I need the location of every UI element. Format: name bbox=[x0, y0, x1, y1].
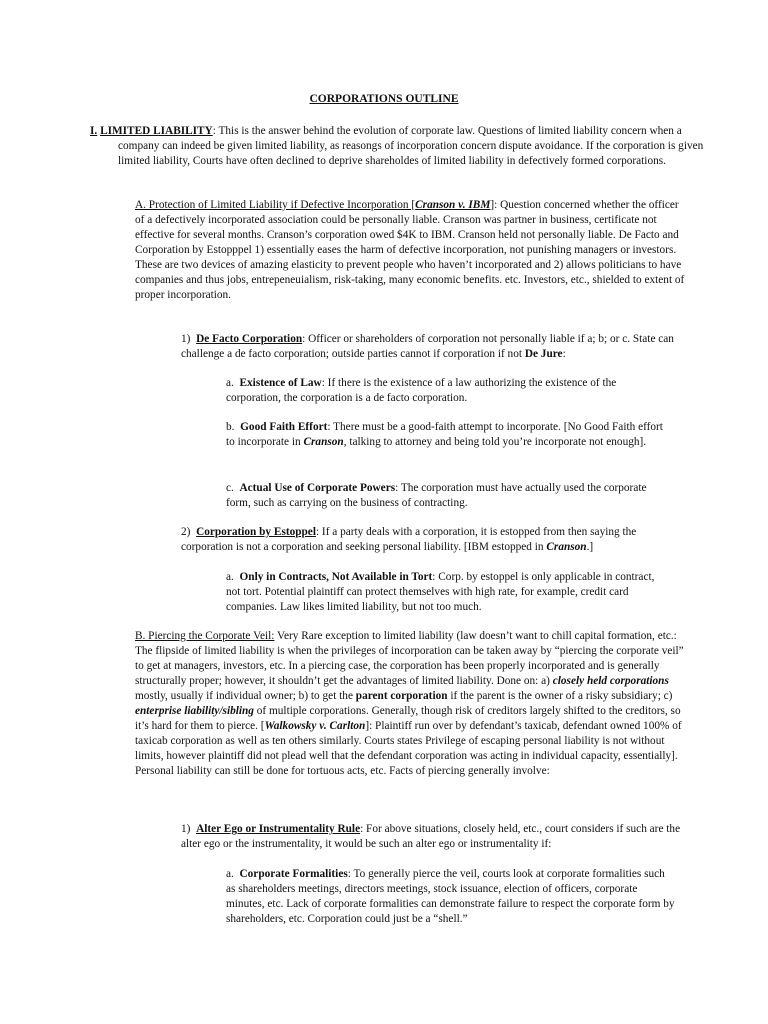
subsection-heading: B. Piercing the Corporate Veil: bbox=[135, 630, 275, 642]
subitem-number: a. bbox=[226, 571, 234, 583]
item-heading: De Facto Corporation bbox=[196, 333, 303, 345]
section-text: : This is the answer behind the evolution of corporate law. Questions of limited liability concern when a company can indeed be given limited liability, as reasongs of incorporation concern dispute avoidance. If the corporation is given limited liability, Courts have often declined to deprive shareholdes of limited liability in defectively formed corporations. bbox=[118, 125, 704, 167]
subsection-text-5: ]: Plaintiff run over by defendant’s taxicab, defendant owned 100% of taxicab corporation as well as ten others similarly. Courts states Privilege of escaping personal liability is not without limits, however plaintiff did not plead well that the defendant corporation was acting in individual capacity, essentially]. Personal liability can still be done for tortuous acts, etc. Facts of piercing generally involve: bbox=[135, 720, 682, 777]
subitem-actual-use bbox=[226, 481, 666, 511]
section-heading: LIMITED LIABILITY bbox=[100, 125, 213, 137]
item-number: 2) bbox=[181, 526, 191, 538]
item-de-facto bbox=[181, 332, 681, 362]
item-estoppel bbox=[181, 525, 681, 555]
bold-term: enterprise liability/sibling bbox=[135, 705, 254, 717]
subitem-text: : To generally pierce the veil, courts look at corporate formalities such as shareholders meetings, directors meetings, stock issuance, election of officers, corporate minutes, etc. Lack of corporate formalities can demonstrate failure to respect the corporate form by shareholders, etc. Corporation could just be a “shell.” bbox=[226, 868, 675, 925]
subitem-existence-of-law bbox=[226, 376, 666, 406]
case-name: Cranson v. IBM bbox=[415, 199, 491, 211]
subitem-number: a. bbox=[226, 868, 234, 880]
subsection-text-4: of multiple corporations. Generally, though risk of creditors largely shifted to the creditors, so it’s hard for them to pierce. [ bbox=[135, 705, 681, 732]
section-number: I. bbox=[90, 125, 98, 137]
item-heading: Alter Ego or Instrumentality Rule bbox=[196, 823, 361, 835]
subitem-text: : If there is the existence of a law authorizing the existence of the corporation, the corporation is a de facto corporation. bbox=[226, 377, 617, 404]
item-text: : If a party deals with a corporation, it is estopped from then saying the corporation is not a corporation and seeking personal liability. [IBM estopped in bbox=[181, 526, 637, 553]
case-name: Cranson bbox=[303, 436, 344, 448]
subsection-a bbox=[135, 198, 690, 303]
item-text: : Officer or shareholders of corporation not personally liable if a; b; or c. State can challenge a de facto corporation; outside parties cannot if corporation if not bbox=[181, 333, 674, 360]
item-number: 1) bbox=[181, 823, 191, 835]
subitem-heading: Good Faith Effort bbox=[240, 421, 328, 433]
subsection-b bbox=[135, 629, 690, 779]
subitem-heading: Existence of Law bbox=[239, 377, 322, 389]
case-name: Walkowsky v. Carlton bbox=[264, 720, 366, 732]
item-text: : For above situations, closely held, etc., court considers if such are the alter ego or the instrumentality, it would be such an alter ego or instrumentality if: bbox=[181, 823, 681, 850]
item-heading: Corporation by Estoppel bbox=[196, 526, 316, 538]
subitem-only-contracts bbox=[226, 570, 666, 615]
subitem-number: a. bbox=[226, 377, 234, 389]
subitem-heading: Only in Contracts, Not Available in Tort bbox=[239, 571, 433, 583]
subitem-heading: Corporate Formalities bbox=[239, 868, 348, 880]
bold-term: parent corporation bbox=[355, 690, 448, 702]
subitem-good-faith bbox=[226, 420, 666, 450]
subitem-text: : There must be a good-faith attempt to incorporate. [No Good Faith effort to incorporate in bbox=[226, 421, 663, 448]
item-number: 1) bbox=[181, 333, 191, 345]
subitem-number: c. bbox=[226, 482, 234, 494]
subitem-number: b. bbox=[226, 421, 235, 433]
subitem-text: : The corporation must have actually used the corporate form, such as carrying on the business of contracting. bbox=[226, 482, 647, 509]
subitem-text-2: , talking to attorney and being told you’re incorporate not enough]. bbox=[343, 436, 647, 448]
item-text-end: : bbox=[562, 348, 566, 360]
bold-term: closely held corporations bbox=[552, 675, 669, 687]
subsection-text: Very Rare exception to limited liability (law doesn’t want to chill capital formation, etc.: The flipside of limited liability is when the privileges of incorporation can be taken away by “piercing the corporate veil” to get at managers, investors, etc. In a piercing case, the corporation has been properly incorporated and is generally structurally proper; however, it shouldn’t get the advantages of limited liability. Done on: a) bbox=[135, 630, 684, 687]
section-limited-liability bbox=[90, 124, 718, 169]
subsection-text: : Question concerned whether the officer of a defectively incorporated association could be personally liable. Cranson was partner in business, certificate not effective for several months. Cranson’s corporation owed $4K to IBM. Cranson held not personally liable. De Facto and Corporation by Estopppel 1) essentially eases the harm of defective incorporation, not punishing managers or investors. These are two devices of amazing elasticity to prevent people who haven’t incorporated and 2) allows politicians to have companies and thus jobs, entrepeneuialism, risk-taking, many economic benefits. etc. Investors, etc., shielded to extent of proper incorporation. bbox=[135, 199, 685, 301]
item-text-2: .] bbox=[586, 541, 594, 553]
subsection-text-3: if the parent is the owner of a risky subsidiary; c) bbox=[447, 690, 673, 702]
subsection-heading-end: ] bbox=[490, 199, 495, 211]
subitem-text: : Corp. by estoppel is only applicable in contract, not tort. Potential plaintiff can protect themselves with high rate, for example, credit card companies. Law likes limited liability, but not too much. bbox=[226, 571, 655, 613]
subitem-corporate-formalities bbox=[226, 867, 676, 927]
subsection-text-2: mostly, usually if individual owner; b) to get the bbox=[135, 690, 356, 702]
subsection-heading: A. Protection of Limited Liability if Defective Incorporation [ bbox=[135, 199, 416, 211]
de-jure-term: De Jure bbox=[524, 348, 563, 360]
page-title: CORPORATIONS OUTLINE bbox=[309, 93, 459, 105]
subitem-heading: Actual Use of Corporate Powers bbox=[239, 482, 396, 494]
case-name: Cranson bbox=[546, 541, 587, 553]
item-alter-ego bbox=[181, 822, 681, 852]
